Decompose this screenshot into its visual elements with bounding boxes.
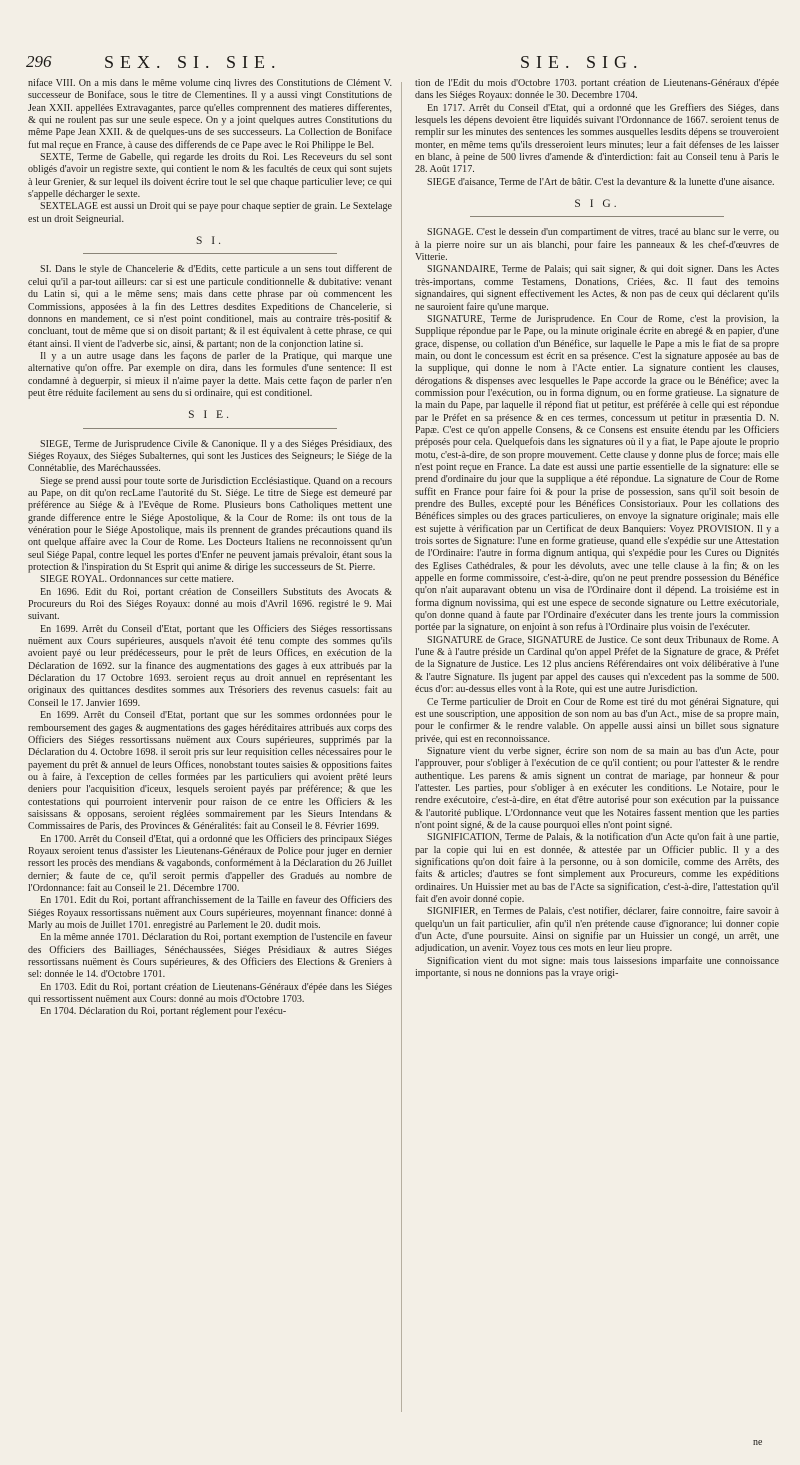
entry-paragraph: En 1699. Arrêt du Conseil d'Etat, portant que les Officiers des Siéges ressortissans nuëment aux Cours supérieures, ausquels n'avoit été tenu compte des sommes qu'ils avoient payé ou leur prédécesseurs, pour le prêt de leurs Offices, en exécution de la Déclaration de 1692. sur la finance des augmentations des gages à eux attribués par la Déclaration du 17 Octobre 1693. seroient reçus au droit annuel en représentant les originaux des quittances desdites sommes aux Trésoriers des revenus casuels: fait au Conseil le 17. Janvier 1699. [28,623,392,709]
entry-paragraph: SIGNATURE de Grace, SIGNATURE de Justice. Ce sont deux Tribunaux de Rome. A l'une & à l'autre préside un Cardinal qu'on appel Préfet de la Signature de grace, & Préfet de la Signature de Justice. Les 12 plus anciens Référendaires ont voix délibérative à l'une & l'autre Signature. Ils jugent par appel des causes qui n'excedent pas la somme de 500. écus d'or: au-dessus elles vont à la Rote, qui est une autre Jurisdiction. [415,634,779,696]
catchword: ne [753,1437,763,1448]
left-column [28,78,392,1019]
entry-paragraph: SI. Dans le style de Chancelerie & d'Edits, cette particule a un sens tout different de celui qu'il a par-tout ailleurs: car si est une particule conditionnelle & dubitative: venant du Latin si, qui a le même sens; mais dans cette phrase par où commencent les Commissions, apposées à la fin des Lettres desdites Expeditions de Chancelerie, si donnons en mandement, ce si n'est point conditionel, mais au contraire très-positif & concluant, tout de même que si on disoit partant; & il est équivalent à cette phrase, ce qui étant ainsi. Il vient de l'adverbe sic, ainsi, & partant; non de la conjonction latine si. [28,264,392,350]
entry-paragraph: SEXTE, Terme de Gabelle, qui regarde les droits du Roi. Les Receveurs du sel sont obligés d'avoir un registre sexte, qui contient le nom & les facultés de ceux qui sont sujets à leur Grenier, & sur lequel ils doivent écrire tout le sel que chaque particulier leve; ce qui s'appelle décharger le sexte. [28,152,392,201]
entry-paragraph: tion de l'Edit du mois d'Octobre 1703. portant création de Lieutenans-Généraux d'épée dans les Siéges Royaux: donnée le 30. Decembre 1704. [415,78,779,102]
entry-paragraph: Ce Terme particulier de Droit en Cour de Rome est tiré du mot générai Signature, qui est une souscription, une apposition de son nom au bas d'un Act., mise de sa propre main, pour le confirmer & le rendre valable. On appelle aussi ainsi un billet sous signature privée, qui est en reconnoissance. [415,696,779,745]
page-number: 296 [26,52,52,71]
column-divider [401,82,402,1412]
entry-paragraph: SIGNANDAIRE, Terme de Palais; qui sait signer, & qui doit signer. Dans les Actes très-importans, comme Testamens, Donations, Criées, &c. Il faut des temoins signandaires, qui signent effectivement les Actes, & non pas de ceux qui déclarent qu'ils ne sauroient faire qu'une marque. [415,264,779,313]
right-column [415,78,779,980]
entry-paragraph: niface VIII. On a mis dans le même volume cinq livres des Constitutions de Clément V. successeur de Boniface, sous le titre de Clementines. Il y a aussi vingt Constitutions de Jean XXII. appellées Extravagantes, parce qu'elles comprennent des matieres differentes, & qui ne roulent pas sur une seule espece. On y a joint quelques autres Constitutions du même Pape Jean XXII. & de quelques-uns de ses successeurs. La Collection de Boniface fut mal reçue en France, à cause des differends de ce Pape avec le Roi Philippe le Bel. [28,78,392,151]
entry-paragraph: SIGNATURE, Terme de Jurisprudence. En Cour de Rome, c'est la provision, la Supplique répondue par le Pape, ou la minute originale écrite en abregé & en papier, d'une grace, dispense, ou collation d'un Bénéfice, sur laquelle le Pape a mis le fiat de sa propre main, ou dont le concessum est écrit en sa présence. C'est la signature apposée au bas de la supplique, qui donne le nom à l'Acte entier. La signature contient les clauses, dérogations & dispenses avec lesquelles le Pape accorde la grace ou le Bénéfice; avec la commission pour l'exécution, ou in forma dignum, ou en forme gratieuse. La signature de la main du Pape, par laquelle il répond fiat ut petitur, est préférée à celle qui est répondue par le Préfet en sa présence & en ces termes, concessum ut petitur in præsentia D. N. Papæ. C'est ce qu'on appelle Consens, & ce Consens est ensuite étendu par les Officiers préposés pour cela. Quelquefois dans les signatures où il y a fiat, le Pape ajoute le proprio motu, c'est-à-dire, de son propre mouvement. Cette clause y donne plus de force; mais elle n'est point reçue en France. La date est aussi une partie essentielle de la signature: elle se prend d'ordinaire du jour que la supplique a été répondue. La signature de Cour de Rome suffit en France pour faire foi & pour la prise de possession, sans qu'il soit besoin de prendre des Bulles, excepté pour les Bénéfices Consistoriaux. Pour les collations des Bénéfices simples ou des graces particulieres, on envoye la signature originale; mais elle est sujette à vérification par un Certificat de deux Banquiers: Voyez PROVISION. Il y a trois sortes de Signature: l'une en forme gratieuse, quand elle s'expédie sur une Attestation de l'Ordinaire: l'autre in forma dignum antiqua, qui s'expédie pour les Cures ou Dignités des Eglises Cathédrales, & pour les dévoluts, avec une telle clause à la fin; & on les appelle en forme commissoire, c'est-à-dire, qu'on ne peut prendre possession du Bénéfice qu'on n'ait auparavant obtenu un visa de l'Ordinaire dont il dépend. La troisiéme est in forma dignum novissima, qui est une espece de seconde signature ou Lettre exécutoriale, qu'on donne quand à faute par l'Ordinaire d'exécuter dans les trente jours la commission portée par la signature, on enjoint à son refus à l'Ordinaire plus voisin de l'exécuter. [415,313,779,634]
entry-paragraph: En 1704. Déclaration du Roi, portant réglement pour l'exécu- [40,1006,287,1018]
section-heading: S I G. [415,198,779,217]
entry-paragraph: En 1703. Edit du Roi, portant création de Lieutenans-Généraux d'épée dans les Siéges qui ressortissent nuëment aux Cours: donné au mois d'Octobre 1703. [28,981,392,1006]
entry-paragraph: SEXTELAGE est aussi un Droit qui se paye pour chaque septier de grain. Le Sextelage est un droit Seigneurial. [28,201,392,225]
entry-paragraph: En 1699. Arrêt du Conseil d'Etat, portant que sur les sommes ordonnées pour le remboursement des gages & augmentations des gages héréditaires attribués aux corps des Officiers des Siéges ressortissans nuëment aux Cours supérieures, supprimés par la Déclaration du 4. Octobre 1698. il seroit pris sur leur requisition celles nécessaires pour le payement du prêt & annuel de leurs Offices, nonobstant toutes saisies & oppositions faites ou à faire, à l'exception de celles formées par les particuliers qui avoient prêté leurs deniers pour l'acquisition d'iceux, lesquels seroient payés par préférence; & que les contestations qui pourroient intervenir pour raison de ce entre les Officiers & les saisissans & opposans, seroient réglées sommairement par les Sieurs Intendans & Commissaires de Paris, des Provinces & Généralités: fait au Conseil le 8. Février 1699. [28,710,392,833]
entry-paragraph: Il y a un autre usage dans les façons de parler de la Pratique, qui marque une alternative qu'on offre. Par exemple on dira, dans les formules d'une sentence: Il est condamné à deguerpir, si mieux il n'aime payer la dette. Mais cette façon de parler n'en peut être réduite facilement au sens du si ordinaire, qui est conditionel. [28,350,392,399]
entry-paragraph: Signification vient du mot signe: mais tous laissesions imparfaite une connoissance importante, si nous ne donnions pas la vraye origi- [415,955,779,980]
entry-paragraph: En la même année 1701. Déclaration du Roi, portant exemption de l'ustencile en faveur des Officiers des Bailliages, Sénéchaussées, Siéges Présidiaux & autres Siéges ressortissans nuëment ès Cours supérieures, & des Officiers des Elections & Greniers à sel: donnée le 14. d'Octobre 1701. [28,932,392,981]
entry-paragraph: En 1701. Edit du Roi, portant affranchissement de la Taille en faveur des Officiers des Siéges Royaux ressortissans nuëment aux Cours supérieures, moyennant finance: donné à Marly au mois de Juillet 1701. enregistré au Parlement le 20. dudit mois. [28,895,392,931]
right-running-head: SIE. SIG. [520,52,644,72]
entry-paragraph: SIGNIFICATION, Terme de Palais, & la notification d'un Acte qu'on fait à une partie, par la copie qui lui en est donnée, & attestée par un Officier public. Il y a des significations qu'on doit faire à la personne, ou à son domicile, comme des Arrêts, des faits & articles; d'autres se font simplement aux Procureurs, comme les expéditions ordinaires. Un Huissier met au bas de l'Acte sa signification, c'est-à-dire, l'attestation qu'il fait d'en avoir donné copie. [415,832,779,905]
entry-paragraph: SIEGE ROYAL. Ordonnances sur cette matiere. [40,574,234,586]
entry-paragraph: SIEGE d'aisance, Terme de l'Art de bâtir. C'est la devanture & la lunette d'une aisance. [427,176,775,188]
section-heading: S I. [28,235,392,254]
entry-paragraph: SIEGE, Terme de Jurisprudence Civile & Canonique. Il y a des Siéges Présidiaux, des Siéges Royaux, des Siéges Subalternes, qui sont les Justices des Seigneurs; le Siége de la Connétablie, des Maréchaussées. [28,438,392,475]
entry-paragraph: Signature vient du verbe signer, écrire son nom de sa main au bas d'un Acte, pour l'approuver, pour s'obliger à l'exécution de ce qu'il contient; ou pour l'attester & le rendre authentique. Les parens & amis signent un contrat de mariage, par honneur & pour l'attester. Les parties, pour s'obliger à en exécuter les conditions. Le Notaire, pour le rendre exécutoire, c'est-à-dire, en état d'être autorisé pour son exécution par la puissance & l'autorité publique. L'Ordonnance veut que les Notaires fassent mention que les parties n'ont point signé, & de la cause pourquoi elles n'ont point signé. [415,745,779,831]
entry-paragraph: SIGNAGE. C'est le dessein d'un compartiment de vitres, tracé au blanc sur le verre, ou à la pierre noire sur un ais blanchi, pour faire les panneaux & les chef-d'œuvres de Vitterie. [415,227,779,264]
entry-paragraph: En 1700. Arrêt du Conseil d'Etat, qui a ordonné que les Officiers des principaux Siéges Royaux seroient tenus d'assister les Lieutenans-Généraux de Police pour juger en dernier ressort les procès des mendians & vagabonds, conformément à la Déclaration du 26 Juillet dernier; & faute de ce, qu'il seroit permis d'appeller des Gradués au nombre de l'Ordonnance: fait au Conseil le 21. Décembre 1700. [28,833,392,894]
entry-paragraph: Siege se prend aussi pour toute sorte de Jurisdiction Ecclésiastique. Quand on a recours au Pape, on dit qu'on recLame l'autorité du St. Siége. Le titre de Siege est demeuré par préférence au Siége & à l'Evêque de Rome. Plusieurs bons Catholiques mettent une grande difference entre le Siége Apostolique, & la Cour de Rome: ils ont tous de la vénération pour le Siége Apostolique, mais ils prennent de grandes précautions quand ils ont quelque affaire avec la Cour de Rome. Les Docteurs Italiens ne reconnoissent qu'un seul Siége Papal, contre lequel les portes d'Enfer ne peuvent jamais prévaloir, étant sous la protection & l'inspiration du St Esprit qui anime & dirige les successeurs de St. Pierre. [28,475,392,574]
left-running-head: SEX. SI. SIE. [104,52,282,72]
entry-paragraph: En 1717. Arrêt du Conseil d'Etat, qui a ordonné que les Greffiers des Siéges, dans lesquels les dépens devoient être liquidés suivant l'Ordonnance de 1667. seroient tenus de remplir sur les minutes des sentences les sommes ausquelles lesdits dépens se trouveroient monter, en même tems qu'ils dresseroient leurs minutes; leur a fait défenses de les laisser en blanc, à peine de 500 livres d'amende & d'interdiction: fait au Conseil tenu à Paris le 28. Août 1717. [415,102,779,176]
section-heading: S I E. [28,409,392,428]
entry-paragraph: SIGNIFIER, en Termes de Palais, c'est notifier, déclarer, faire connoitre, faire savoir à quelqu'un un fait particulier, afin qu'il n'en prétende cause d'ignorance; lui donner copie d'un Acte, d'une poursuite. Ainsi on signifie par un Huissier un congé, un arrêt, une adjudication, un avenir. Voyez tous ces mots en leur lieu propre. [415,906,779,955]
entry-paragraph: En 1696. Edit du Roi, portant création de Conseillers Substituts des Avocats & Procureurs du Roi des Siéges Royaux: donné au mois d'Avril 1696. registré le 9. Mai suivant. [28,586,392,623]
